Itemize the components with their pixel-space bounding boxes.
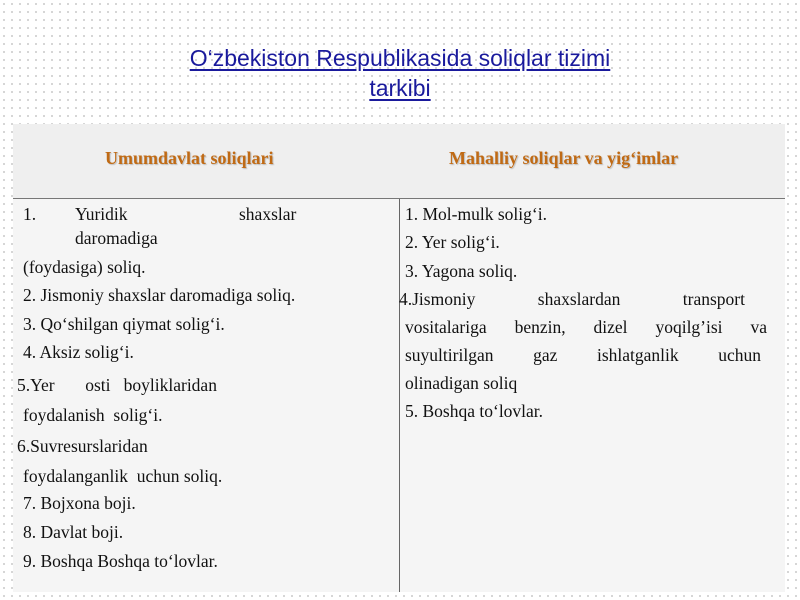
left-item-1-line3: (foydasiga) soliq. (23, 257, 146, 277)
right-item-4-line4: olinadigan soliq (405, 373, 518, 393)
title-line-1: O‘zbekiston Respublikasida soliqlar tizimi (189, 45, 611, 71)
left-item-8: 8. Davlat boji. (23, 522, 124, 542)
column-divider (399, 199, 400, 592)
left-item-3: 3. Qo‘shilgan qiymat solig‘i. (23, 314, 225, 334)
left-item-6-line1: 6.Suvresurslaridan (17, 436, 148, 456)
page-title (0, 43, 800, 103)
header-local-taxes: Mahalliy soliqlar va yig‘imlar (449, 148, 679, 168)
left-item-7: 7. Bojxona boji. (23, 493, 136, 513)
right-item-4-line3: suyultirilgan gaz ishlatganlik uchun (405, 345, 761, 365)
right-item-4-line2: vositalariga benzin, dizel yoqilg’isi va (405, 317, 767, 337)
right-item-4-line1: 4.Jismoniy shaxslardan transport (399, 289, 745, 309)
left-item-4: 4. Aksiz solig‘i. (23, 342, 134, 362)
left-item-1-word2: shaxslar (239, 204, 297, 224)
table-header (13, 124, 785, 199)
left-item-5-line2: foydalanish solig‘i. (23, 405, 163, 425)
tax-table (13, 124, 785, 592)
left-item-2: 2. Jismoniy shaxslar daromadiga soliq. (23, 285, 296, 305)
left-item-5-line1: 5.Yer osti boyliklaridan (17, 375, 217, 395)
title-line-2: tarkibi (369, 75, 431, 101)
left-item-6-line2: foydalanganlik uchun soliq. (23, 466, 223, 486)
right-item-5: 5. Boshqa to‘lovlar. (405, 401, 544, 421)
left-item-1-num: 1. (23, 204, 37, 224)
right-item-1: 1. Mol-mulk solig‘i. (405, 204, 547, 224)
right-item-2: 2. Yer solig‘i. (405, 232, 500, 252)
right-item-3: 3. Yagona soliq. (405, 261, 518, 281)
left-item-1-word1: Yuridik (75, 204, 128, 224)
header-state-taxes: Umumdavlat soliqlari (105, 148, 274, 168)
left-item-1-line2: daromadiga (75, 228, 158, 248)
left-item-9: 9. Boshqa Boshqa to‘lovlar. (23, 551, 218, 571)
